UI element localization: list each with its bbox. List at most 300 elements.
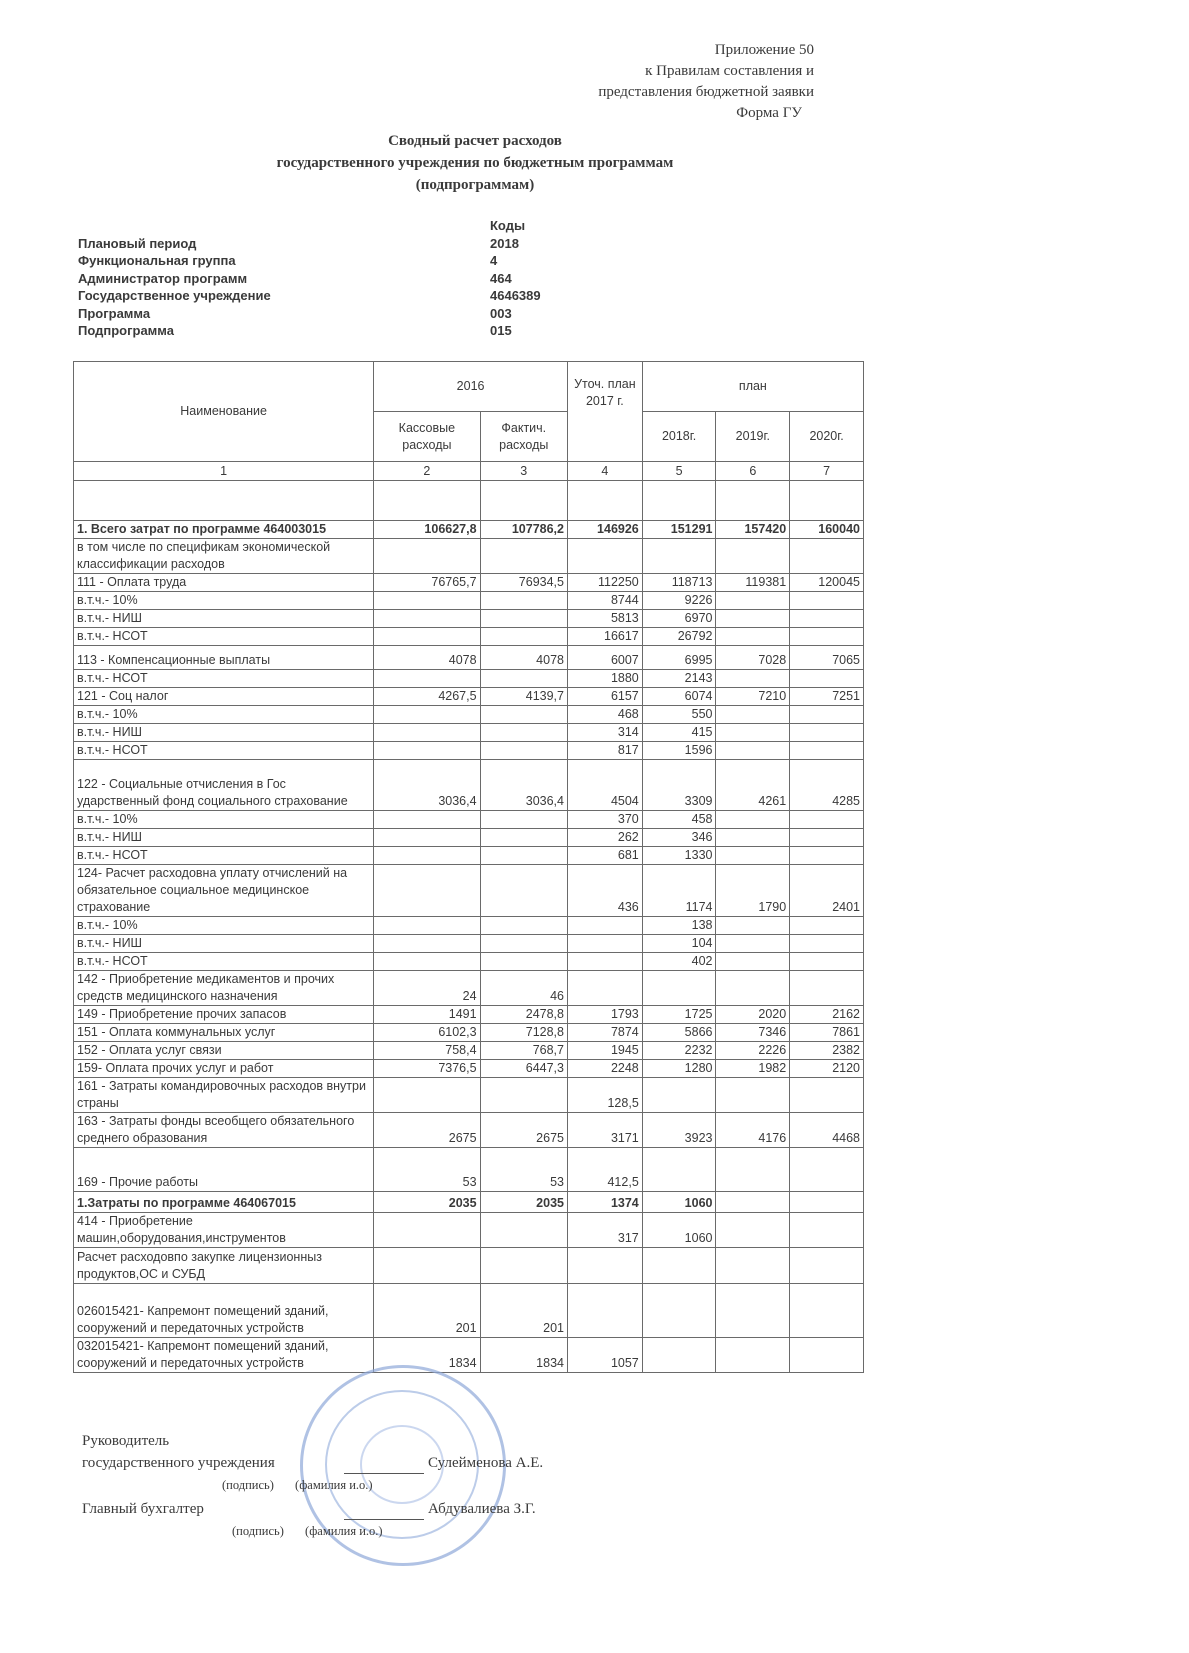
row-value: 370 — [567, 811, 642, 829]
row-value: 2162 — [790, 1006, 864, 1024]
header-2019: 2019г. — [716, 412, 790, 462]
row-value: 24 — [374, 971, 480, 1006]
code-row — [78, 252, 541, 270]
row-value: 1330 — [642, 847, 716, 865]
row-value — [790, 724, 864, 742]
row-value: 112250 — [567, 574, 642, 592]
header-fakt: Фактич. расходы — [480, 412, 567, 462]
row-value — [716, 1078, 790, 1113]
head-signature-line — [344, 1452, 424, 1474]
column-number: 3 — [480, 462, 567, 481]
row-value — [716, 610, 790, 628]
row-value: 146926 — [567, 521, 642, 539]
row-value: 160040 — [790, 521, 864, 539]
row-name: 142 - Приобретение медикаментов и прочих средств медицинского назначения — [74, 971, 374, 1006]
column-number: 6 — [716, 462, 790, 481]
row-value: 1790 — [716, 865, 790, 917]
row-value — [642, 481, 716, 521]
row-value — [716, 1248, 790, 1284]
table-row — [74, 811, 864, 829]
row-value — [567, 1248, 642, 1284]
head-label-1: Руководитель — [82, 1433, 170, 1449]
row-value — [374, 1213, 480, 1248]
row-name: 124- Расчет расходовна уплату отчислений на обязательное социальное медицинское страхование — [74, 865, 374, 917]
row-value — [374, 935, 480, 953]
row-value — [642, 1248, 716, 1284]
row-value: 9226 — [642, 592, 716, 610]
code-label: Плановый период — [78, 235, 197, 251]
row-value — [374, 724, 480, 742]
document-title — [60, 130, 890, 196]
row-value: 4504 — [567, 760, 642, 811]
row-name: в.т.ч.- 10% — [74, 917, 374, 935]
code-value: 4 — [490, 253, 498, 268]
row-value — [790, 742, 864, 760]
row-value: 458 — [642, 811, 716, 829]
table-row — [74, 1060, 864, 1078]
row-value: 2035 — [480, 1192, 567, 1213]
code-value: 003 — [490, 305, 512, 321]
row-name: 1.Затраты по программе 464067015 — [74, 1192, 374, 1213]
row-value: 2675 — [374, 1113, 480, 1148]
code-row — [78, 270, 541, 288]
row-value — [790, 539, 864, 574]
row-value — [480, 865, 567, 917]
row-value: 1374 — [567, 1192, 642, 1213]
row-value: 1834 — [480, 1338, 567, 1373]
row-value — [790, 811, 864, 829]
row-name: в.т.ч.- НСОТ — [74, 953, 374, 971]
table-row — [74, 829, 864, 847]
row-name — [74, 481, 374, 521]
table-row — [74, 865, 864, 917]
code-value: 4646389 — [490, 288, 541, 303]
row-value: 7874 — [567, 1024, 642, 1042]
row-value: 415 — [642, 724, 716, 742]
title-line: государственного учреждения по бюджетным программам — [276, 155, 674, 171]
row-value — [790, 1338, 864, 1373]
row-value: 3923 — [642, 1113, 716, 1148]
row-value — [716, 1213, 790, 1248]
row-value: 7210 — [716, 688, 790, 706]
table-row — [74, 1024, 864, 1042]
row-value: 7376,5 — [374, 1060, 480, 1078]
row-value: 4078 — [374, 646, 480, 670]
column-number: 4 — [567, 462, 642, 481]
row-value — [480, 811, 567, 829]
row-value — [567, 481, 642, 521]
appendix-line: Форма ГУ — [736, 105, 802, 121]
row-name: 151 - Оплата коммунальных услуг — [74, 1024, 374, 1042]
row-value — [374, 865, 480, 917]
row-name: в.т.ч.- НСОТ — [74, 847, 374, 865]
row-value — [480, 539, 567, 574]
row-value — [790, 935, 864, 953]
row-value — [790, 917, 864, 935]
row-value: 1280 — [642, 1060, 716, 1078]
row-value: 5866 — [642, 1024, 716, 1042]
row-value: 1057 — [567, 1338, 642, 1373]
row-value: 4267,5 — [374, 688, 480, 706]
row-value — [716, 971, 790, 1006]
row-value: 157420 — [716, 521, 790, 539]
row-value — [374, 670, 480, 688]
row-name: в.т.ч.- НСОТ — [74, 670, 374, 688]
row-value: 314 — [567, 724, 642, 742]
row-value: 6074 — [642, 688, 716, 706]
row-value — [642, 971, 716, 1006]
header-utoch: Уточ. план 2017 г. — [567, 362, 642, 462]
table-row — [74, 1148, 864, 1192]
table-row — [74, 971, 864, 1006]
row-value: 7128,8 — [480, 1024, 567, 1042]
row-value — [642, 1148, 716, 1192]
row-value — [716, 917, 790, 935]
row-value — [374, 539, 480, 574]
row-value — [567, 917, 642, 935]
row-value — [790, 628, 864, 646]
row-value: 1945 — [567, 1042, 642, 1060]
row-value — [790, 1284, 864, 1338]
row-value: 1174 — [642, 865, 716, 917]
column-number: 2 — [374, 462, 480, 481]
row-value — [790, 971, 864, 1006]
row-value: 6970 — [642, 610, 716, 628]
row-value — [567, 935, 642, 953]
column-number: 7 — [790, 462, 864, 481]
header-plan: план — [642, 362, 863, 412]
row-value: 120045 — [790, 574, 864, 592]
row-value: 8744 — [567, 592, 642, 610]
row-value: 6007 — [567, 646, 642, 670]
row-value — [480, 742, 567, 760]
row-value: 119381 — [716, 574, 790, 592]
row-name: в.т.ч.- НСОТ — [74, 742, 374, 760]
code-value: 2018 — [490, 235, 519, 251]
row-value — [374, 742, 480, 760]
row-value: 4176 — [716, 1113, 790, 1148]
accountant-signature-line — [344, 1498, 424, 1520]
row-value — [480, 706, 567, 724]
row-value: 2248 — [567, 1060, 642, 1078]
row-value: 1880 — [567, 670, 642, 688]
row-value: 1793 — [567, 1006, 642, 1024]
row-name: 121 - Соц налог — [74, 688, 374, 706]
row-name: 113 - Компенсационные выплаты — [74, 646, 374, 670]
row-value — [480, 628, 567, 646]
table-body — [74, 481, 864, 1373]
code-label: Программа — [78, 305, 151, 321]
row-value — [374, 847, 480, 865]
table-row — [74, 481, 864, 521]
row-value: 4468 — [790, 1113, 864, 1148]
codes-header: Коды — [490, 218, 526, 233]
row-value — [642, 1078, 716, 1113]
row-value: 7861 — [790, 1024, 864, 1042]
row-value — [716, 1284, 790, 1338]
row-value: 5813 — [567, 610, 642, 628]
row-value — [374, 1078, 480, 1113]
row-value — [716, 935, 790, 953]
row-name: Расчет расходовпо закупке лицензионныз продуктов,ОС и СУБД — [74, 1248, 374, 1284]
row-value — [480, 724, 567, 742]
row-value — [480, 1248, 567, 1284]
row-value — [374, 481, 480, 521]
row-value — [790, 953, 864, 971]
appendix-note — [474, 40, 814, 124]
row-value — [790, 592, 864, 610]
row-value — [480, 953, 567, 971]
row-name: в.т.ч.- 10% — [74, 811, 374, 829]
header-2016: 2016 — [374, 362, 568, 412]
row-value — [790, 829, 864, 847]
row-value — [374, 628, 480, 646]
row-value: 317 — [567, 1213, 642, 1248]
row-value — [374, 610, 480, 628]
row-value: 4139,7 — [480, 688, 567, 706]
table-row — [74, 1006, 864, 1024]
row-value — [480, 917, 567, 935]
code-value: 464 — [490, 270, 512, 286]
row-value: 151291 — [642, 521, 716, 539]
row-value: 76934,5 — [480, 574, 567, 592]
row-value: 2143 — [642, 670, 716, 688]
table-row — [74, 953, 864, 971]
row-value: 1834 — [374, 1338, 480, 1373]
code-label: Государственное учреждение — [78, 288, 271, 303]
row-value: 2478,8 — [480, 1006, 567, 1024]
accountant-label: Главный бухгалтер — [82, 1501, 204, 1517]
table-row — [74, 1338, 864, 1373]
row-value — [716, 628, 790, 646]
row-value — [374, 1248, 480, 1284]
table-row — [74, 1113, 864, 1148]
row-value — [480, 610, 567, 628]
row-name: в.т.ч.- НИШ — [74, 724, 374, 742]
row-value: 26792 — [642, 628, 716, 646]
table-row — [74, 1192, 864, 1213]
row-value — [374, 917, 480, 935]
row-name: 161 - Затраты командировочных расходов внутри страны — [74, 1078, 374, 1113]
row-value — [716, 670, 790, 688]
table-row — [74, 1248, 864, 1284]
row-value: 3309 — [642, 760, 716, 811]
row-value — [642, 1338, 716, 1373]
row-value: 1491 — [374, 1006, 480, 1024]
row-value — [642, 539, 716, 574]
row-value: 1725 — [642, 1006, 716, 1024]
row-value: 4285 — [790, 760, 864, 811]
header-2018: 2018г. — [642, 412, 716, 462]
row-value: 7028 — [716, 646, 790, 670]
row-value: 128,5 — [567, 1078, 642, 1113]
table-row — [74, 574, 864, 592]
row-value: 6447,3 — [480, 1060, 567, 1078]
row-name: в.т.ч.- НСОТ — [74, 628, 374, 646]
codes-rows — [78, 235, 541, 340]
row-name: 414 - Приобретение машин,оборудования,инструментов — [74, 1213, 374, 1248]
row-value: 3036,4 — [480, 760, 567, 811]
head-label-2: государственного учреждения — [82, 1455, 275, 1471]
row-value — [480, 1213, 567, 1248]
row-name: 152 - Оплата услуг связи — [74, 1042, 374, 1060]
row-value — [642, 1284, 716, 1338]
row-name: 1. Всего затрат по программе 464003015 — [74, 521, 374, 539]
row-value — [716, 724, 790, 742]
row-value — [790, 670, 864, 688]
row-value: 107786,2 — [480, 521, 567, 539]
table-row — [74, 935, 864, 953]
row-value — [480, 829, 567, 847]
row-value: 7346 — [716, 1024, 790, 1042]
row-value — [716, 481, 790, 521]
row-value — [567, 1284, 642, 1338]
row-value — [716, 847, 790, 865]
row-value — [480, 592, 567, 610]
row-name: 032015421- Капремонт помещений зданий, сооружений и передаточных устройств — [74, 1338, 374, 1373]
accountant-name-caption: (фамилия и.о.) — [305, 1524, 383, 1538]
row-value: 1596 — [642, 742, 716, 760]
table-row — [74, 539, 864, 574]
signatures-block — [82, 1430, 543, 1542]
row-value — [374, 953, 480, 971]
row-value: 4078 — [480, 646, 567, 670]
row-value: 104 — [642, 935, 716, 953]
accountant-sign-caption: (подпись) — [232, 1524, 284, 1538]
code-row — [78, 235, 541, 253]
codes-block — [78, 217, 541, 340]
row-value: 6157 — [567, 688, 642, 706]
table-row — [74, 760, 864, 811]
row-value — [374, 592, 480, 610]
row-value — [790, 481, 864, 521]
row-value — [480, 1078, 567, 1113]
row-value: 2382 — [790, 1042, 864, 1060]
code-label: Функциональная группа — [78, 253, 236, 268]
head-name: Сулейменова А.Е. — [428, 1455, 544, 1471]
row-value: 1060 — [642, 1192, 716, 1213]
row-value — [716, 829, 790, 847]
appendix-line: к Правилам составления и — [645, 63, 814, 79]
row-value: 201 — [480, 1284, 567, 1338]
row-value — [567, 971, 642, 1006]
expense-table — [73, 361, 864, 1373]
row-value: 16617 — [567, 628, 642, 646]
row-value: 3171 — [567, 1113, 642, 1148]
row-value: 402 — [642, 953, 716, 971]
code-row — [78, 305, 541, 323]
table-row — [74, 847, 864, 865]
row-name: 111 - Оплата труда — [74, 574, 374, 592]
row-value — [716, 811, 790, 829]
table-row — [74, 1213, 864, 1248]
appendix-line: Приложение 50 — [714, 42, 814, 58]
table-row — [74, 610, 864, 628]
row-value — [374, 706, 480, 724]
row-value: 7251 — [790, 688, 864, 706]
table-row — [74, 917, 864, 935]
column-numbers-row — [74, 462, 864, 481]
row-value: 53 — [374, 1148, 480, 1192]
table-row — [74, 1042, 864, 1060]
row-value: 138 — [642, 917, 716, 935]
row-value: 468 — [567, 706, 642, 724]
row-value: 758,4 — [374, 1042, 480, 1060]
accountant-name: Абдувалиева З.Г. — [428, 1501, 536, 1517]
row-value — [567, 539, 642, 574]
row-value — [480, 935, 567, 953]
row-value: 4261 — [716, 760, 790, 811]
row-value: 2120 — [790, 1060, 864, 1078]
row-value: 118713 — [642, 574, 716, 592]
row-value — [716, 592, 790, 610]
table-row — [74, 670, 864, 688]
row-value — [790, 1248, 864, 1284]
row-value: 7065 — [790, 646, 864, 670]
row-value — [716, 539, 790, 574]
row-value: 6102,3 — [374, 1024, 480, 1042]
code-value: 015 — [490, 323, 512, 338]
table-row — [74, 1284, 864, 1338]
row-value: 2232 — [642, 1042, 716, 1060]
row-value — [790, 1148, 864, 1192]
row-value: 412,5 — [567, 1148, 642, 1192]
row-value: 2035 — [374, 1192, 480, 1213]
title-line: (подпрограммам) — [415, 177, 535, 193]
row-value: 2675 — [480, 1113, 567, 1148]
row-value: 550 — [642, 706, 716, 724]
row-value: 2401 — [790, 865, 864, 917]
table-row — [74, 706, 864, 724]
header-name: Наименование — [74, 362, 374, 462]
table-row — [74, 688, 864, 706]
code-row — [78, 322, 541, 340]
row-value: 681 — [567, 847, 642, 865]
table-row — [74, 724, 864, 742]
row-value — [790, 1192, 864, 1213]
row-value: 346 — [642, 829, 716, 847]
table-row — [74, 592, 864, 610]
row-name: в.т.ч.- НИШ — [74, 610, 374, 628]
row-value — [790, 1213, 864, 1248]
row-value: 201 — [374, 1284, 480, 1338]
row-value: 76765,7 — [374, 574, 480, 592]
row-value — [716, 1192, 790, 1213]
table-row — [74, 628, 864, 646]
table-row — [74, 521, 864, 539]
row-value: 817 — [567, 742, 642, 760]
row-value — [716, 1148, 790, 1192]
row-value — [567, 953, 642, 971]
row-value: 1982 — [716, 1060, 790, 1078]
row-value — [716, 953, 790, 971]
table-row — [74, 742, 864, 760]
row-value: 436 — [567, 865, 642, 917]
title-line: Сводный расчет расходов — [388, 133, 562, 149]
row-value: 2226 — [716, 1042, 790, 1060]
row-value — [790, 610, 864, 628]
row-value — [716, 1338, 790, 1373]
row-value: 2020 — [716, 1006, 790, 1024]
row-name: 169 - Прочие работы — [74, 1148, 374, 1192]
row-name: 149 - Приобретение прочих запасов — [74, 1006, 374, 1024]
row-name: в.т.ч.- 10% — [74, 706, 374, 724]
row-value: 3036,4 — [374, 760, 480, 811]
header-kassa: Кассовые расходы — [374, 412, 480, 462]
row-value — [480, 847, 567, 865]
row-name: в.т.ч.- 10% — [74, 592, 374, 610]
row-name: 026015421- Капремонт помещений зданий, сооружений и передаточных устройств — [74, 1284, 374, 1338]
